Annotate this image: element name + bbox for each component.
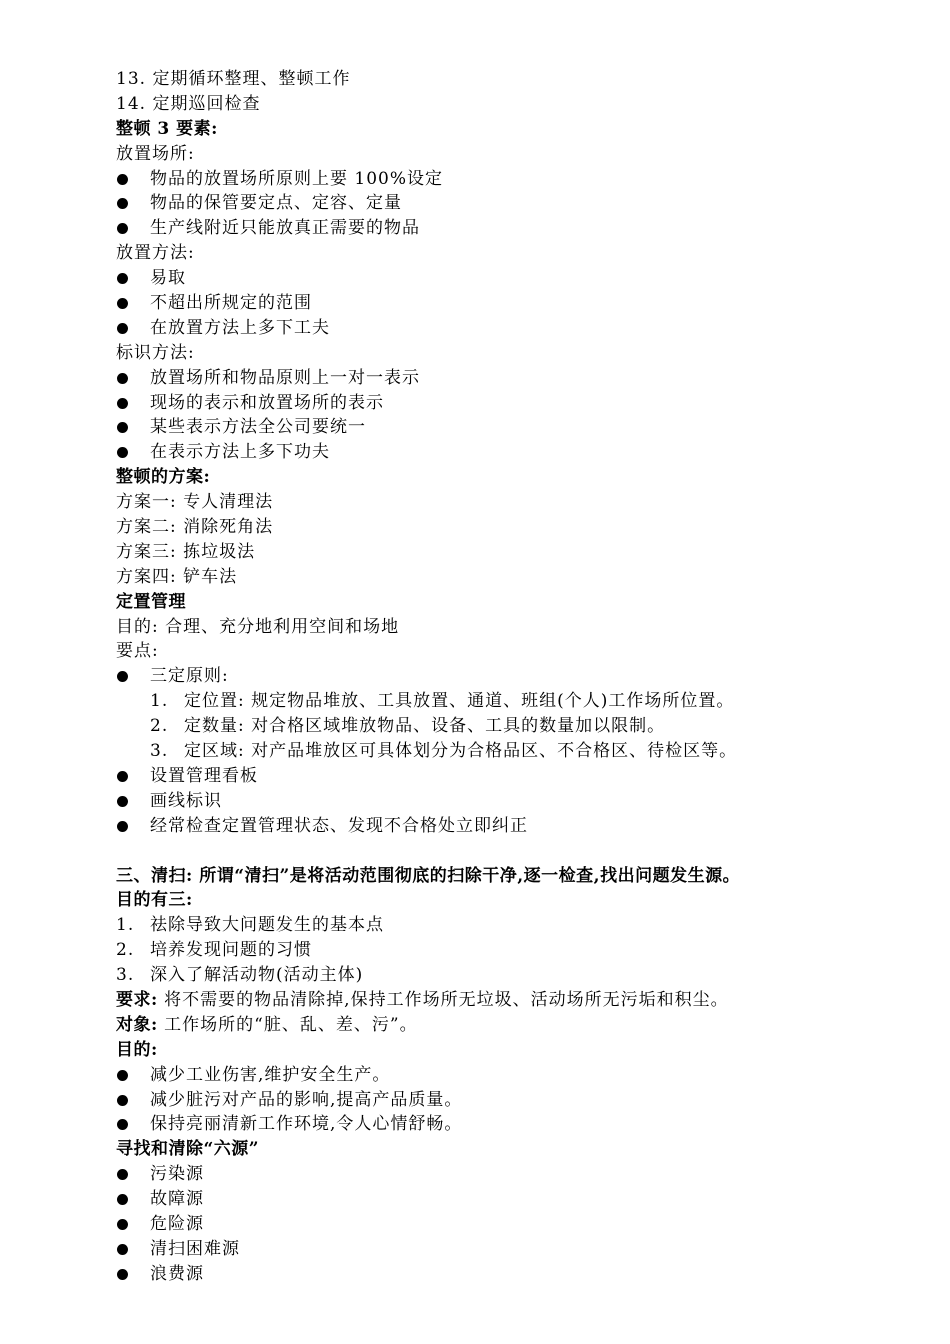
bullet-icon bbox=[117, 671, 128, 682]
blank-line bbox=[116, 839, 916, 864]
section-heading: 目的有三: bbox=[116, 890, 193, 911]
text-line: 对象: 工作场所的“脏、乱、差、污”。 bbox=[116, 1014, 418, 1035]
text-line: 要点: bbox=[116, 641, 159, 662]
bullet-item: 某些表示方法全公司要统一 bbox=[116, 415, 916, 440]
text-line: 方案二: 消除死角法 bbox=[116, 517, 274, 538]
bullet-icon bbox=[117, 1070, 128, 1081]
bullet-item: 三定原则: bbox=[116, 664, 916, 689]
subheading: 放置场所: bbox=[116, 143, 195, 164]
bullet-icon bbox=[117, 1219, 128, 1230]
bullet-item: 不超出所规定的范围 bbox=[116, 291, 916, 316]
bullet-item: 生产线附近只能放真正需要的物品 bbox=[116, 216, 916, 241]
bullet-icon bbox=[117, 771, 128, 782]
bullet-item: 污染源 bbox=[116, 1162, 916, 1187]
bullet-icon bbox=[117, 1244, 128, 1255]
bullet-icon bbox=[117, 1269, 128, 1280]
text-line: 要求: 将不需要的物品清除掉,保持工作场所无垃圾、活动场所无污垢和积尘。 bbox=[116, 989, 729, 1010]
bullet-item: 减少工业伤害,维护安全生产。 bbox=[116, 1063, 916, 1088]
bullet-icon bbox=[117, 1194, 128, 1205]
text-line: 方案一: 专人清理法 bbox=[116, 492, 274, 513]
bullet-icon bbox=[117, 422, 128, 433]
bullet-item: 清扫困难源 bbox=[116, 1237, 916, 1262]
bullet-item: 在表示方法上多下功夫 bbox=[116, 440, 916, 465]
bullet-icon bbox=[117, 174, 128, 185]
bullet-icon bbox=[117, 398, 128, 409]
bullet-item: 浪费源 bbox=[116, 1262, 916, 1287]
bullet-icon bbox=[117, 447, 128, 458]
document-page bbox=[116, 67, 916, 1287]
bullet-icon bbox=[117, 821, 128, 832]
bullet-icon bbox=[117, 198, 128, 209]
bullet-icon bbox=[117, 298, 128, 309]
bullet-item: 经常检查定置管理状态、发现不合格处立即纠正 bbox=[116, 814, 916, 839]
bullet-item: 减少脏污对产品的影响,提高产品质量。 bbox=[116, 1088, 916, 1113]
bullet-item: 易取 bbox=[116, 266, 916, 291]
section-heading: 三、清扫: 所谓“清扫”是将活动范围彻底的扫除干净,逐一检查,找出问题发生源。 bbox=[116, 865, 741, 886]
section-heading: 整顿的方案: bbox=[116, 467, 211, 488]
bullet-icon bbox=[117, 1169, 128, 1180]
text-line: 目的: 合理、充分地利用空间和场地 bbox=[116, 616, 400, 637]
text-line: 方案三: 拣垃圾法 bbox=[116, 541, 256, 562]
bullet-icon bbox=[117, 1119, 128, 1130]
bullet-item: 放置场所和物品原则上一对一表示 bbox=[116, 366, 916, 391]
section-heading: 整顿 3 要素: bbox=[116, 118, 218, 139]
bullet-item: 物品的放置场所原则上要 100%设定 bbox=[116, 167, 916, 192]
numbered-subitem: 3. 定区域: 对产品堆放区可具体划分为合格品区、不合格区、待检区等。 bbox=[150, 741, 738, 762]
section-heading: 目的: bbox=[116, 1039, 158, 1060]
subheading: 放置方法: bbox=[116, 243, 195, 264]
bullet-item: 保持亮丽清新工作环境,令人心情舒畅。 bbox=[116, 1112, 916, 1137]
bullet-icon bbox=[117, 1095, 128, 1106]
bullet-icon bbox=[117, 323, 128, 334]
numbered-subitem: 1. 定位置: 规定物品堆放、工具放置、通道、班组(个人)工作场所位置。 bbox=[150, 691, 735, 712]
subheading: 标识方法: bbox=[116, 342, 195, 363]
numbered-item: 3. 深入了解活动物(活动主体) bbox=[116, 965, 364, 986]
bullet-item: 物品的保管要定点、定容、定量 bbox=[116, 191, 916, 216]
section-heading: 定置管理 bbox=[116, 591, 186, 612]
bullet-item: 危险源 bbox=[116, 1212, 916, 1237]
text-line: 方案四: 铲车法 bbox=[116, 566, 238, 587]
numbered-item: 1. 祛除导致大问题发生的基本点 bbox=[116, 915, 384, 936]
numbered-subitem: 2. 定数量: 对合格区域堆放物品、设备、工具的数量加以限制。 bbox=[150, 716, 666, 737]
bullet-icon bbox=[117, 373, 128, 384]
bullet-item: 故障源 bbox=[116, 1187, 916, 1212]
section-heading: 寻找和清除“六源” bbox=[116, 1139, 260, 1160]
bullet-icon bbox=[117, 223, 128, 234]
bullet-icon bbox=[117, 273, 128, 284]
numbered-item: 2. 培养发现问题的习惯 bbox=[116, 940, 312, 961]
bullet-icon bbox=[117, 796, 128, 807]
text-line: 14. 定期巡回检查 bbox=[116, 93, 261, 114]
bullet-item: 设置管理看板 bbox=[116, 764, 916, 789]
bullet-item: 在放置方法上多下工夫 bbox=[116, 316, 916, 341]
bullet-item: 现场的表示和放置场所的表示 bbox=[116, 391, 916, 416]
bullet-item: 画线标识 bbox=[116, 789, 916, 814]
text-line: 13. 定期循环整理、整顿工作 bbox=[116, 69, 351, 89]
